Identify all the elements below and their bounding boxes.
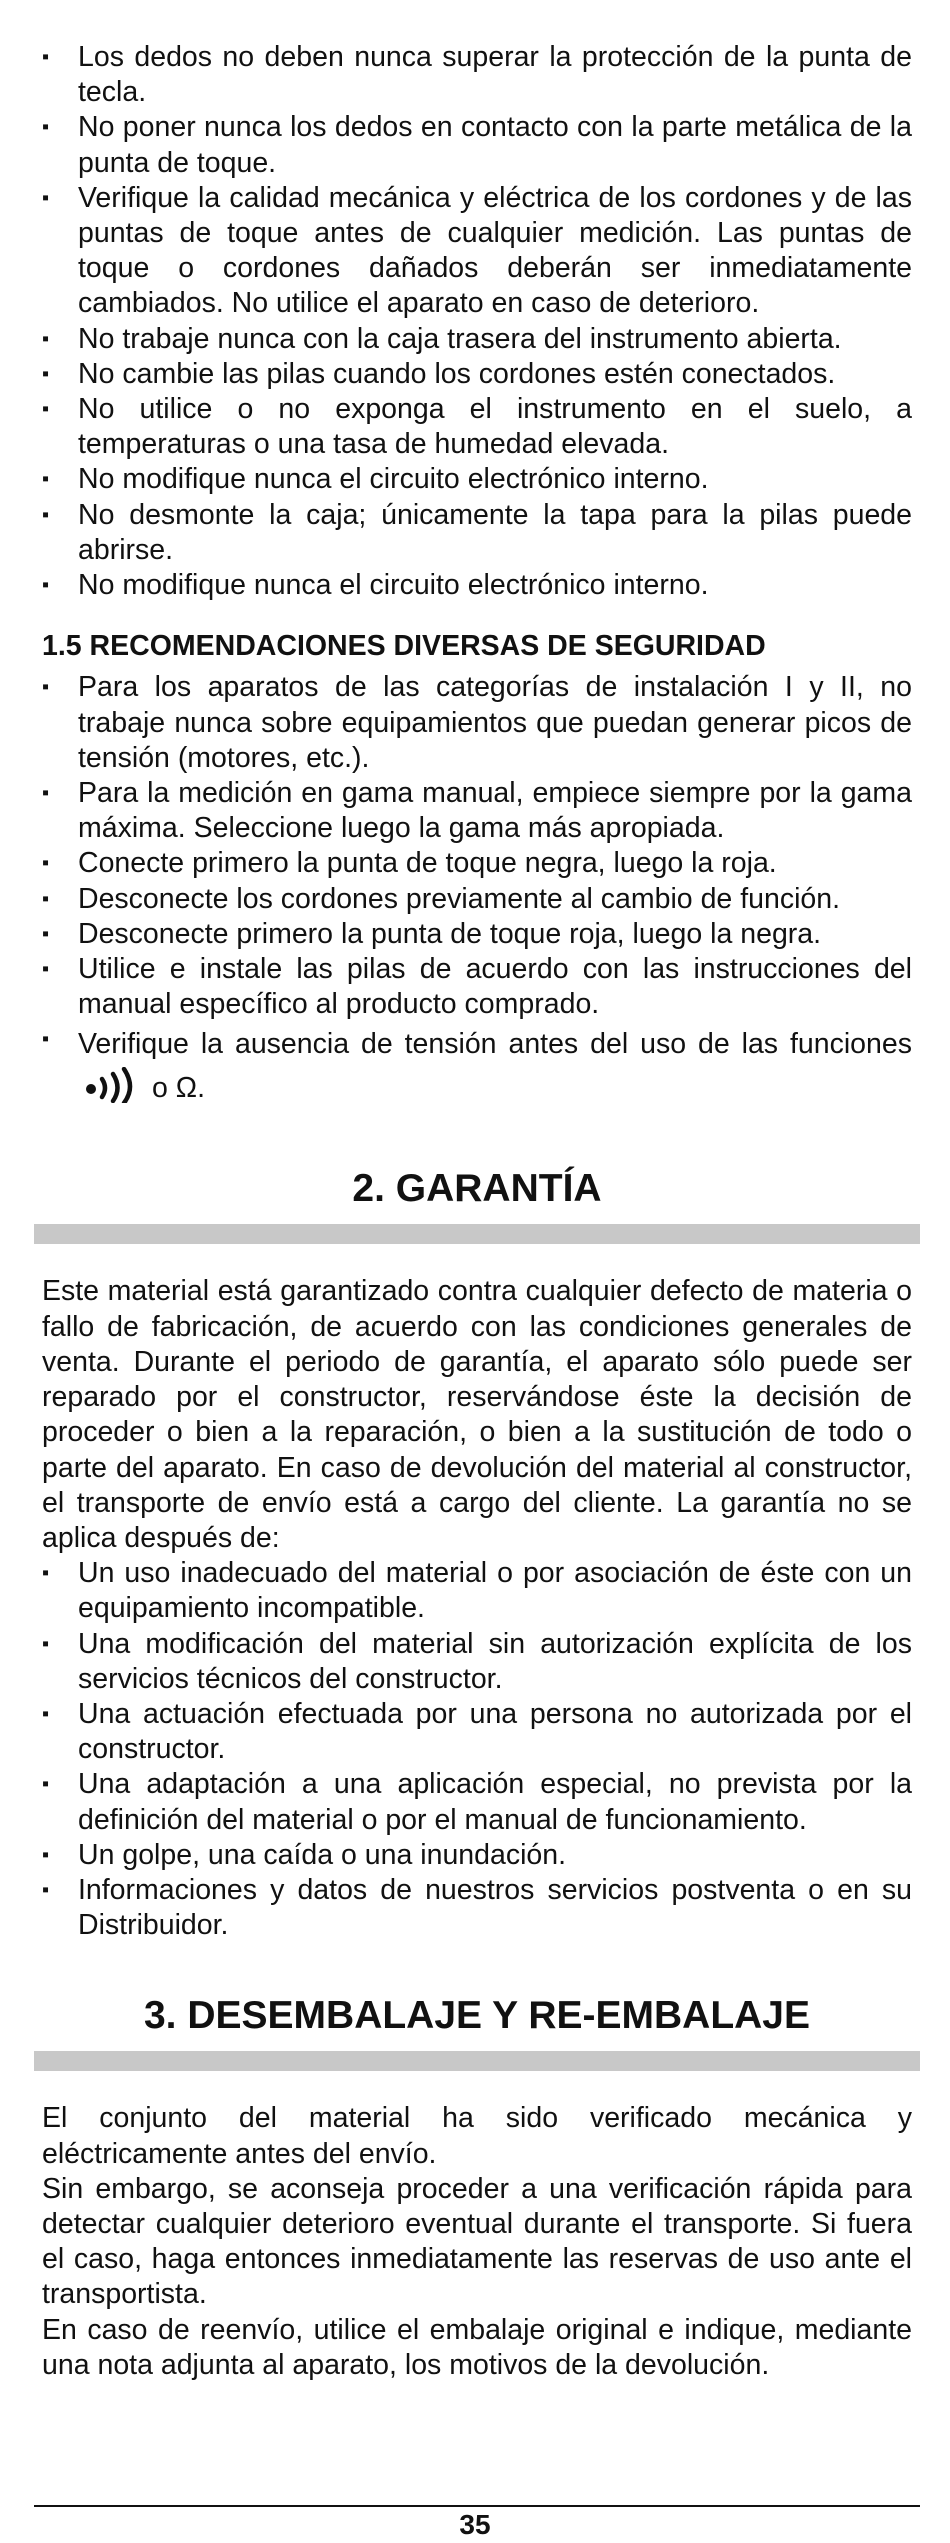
square-bullet-icon: ▪ bbox=[42, 398, 50, 421]
square-bullet-icon: ▪ bbox=[42, 503, 50, 526]
list-item: ▪ Utilice e instale las pilas de acuerdo con las instrucciones del manual específico al producto comprado. bbox=[42, 953, 912, 1021]
square-bullet-icon: ▪ bbox=[42, 922, 50, 945]
continuity-sound-icon bbox=[84, 1067, 148, 1116]
list-item: ▪ No desmonte la caja; únicamente la tapa para la pilas puede abrirse. bbox=[42, 498, 912, 566]
section-3-title: 3. DESEMBALAJE Y RE-EMBALAJE bbox=[143, 1994, 811, 2038]
warranty-intro: Este material está garantizado contra cualquier defecto de materia o fallo de fabricación, de acuerdo con las condiciones generales de venta. Durante el periodo de garantía, el aparato sólo puede ser reparado por el constructor, reservándose éste la decisión de proceder o bien a la reparación, o bien a la sustitución de todo o parte del aparato. En caso de devolución del material al constructor, el transporte de envío está a cargo del cliente. La garantía no se aplica después de: bbox=[42, 1275, 912, 1554]
section-1-5-heading: 1.5 RECOMENDACIONES DIVERSAS DE SEGURIDAD bbox=[42, 630, 766, 663]
list-item: ▪ No modifique nunca el circuito electrónico interno. bbox=[42, 462, 912, 497]
list-item: ▪ No modifique nunca el circuito electrónico interno. bbox=[42, 568, 912, 603]
square-bullet-icon: ▪ bbox=[42, 116, 50, 139]
square-bullet-icon: ▪ bbox=[42, 1632, 50, 1655]
list-item: ▪ No utilice o no exponga el instrumento en el suelo, a temperaturas o una tasa de humedad elevada. bbox=[42, 393, 912, 461]
unpacking-paragraph: Sin embargo, se aconseja proceder a una verificación rápida para detectar cualquier deterioro eventual durante el transporte. Si fuera el caso, haga entonces inmediatamente las reservas de uso ante el transportista. bbox=[42, 2172, 912, 2311]
square-bullet-icon: ▪ bbox=[42, 1878, 50, 1901]
footer-divider bbox=[34, 2505, 920, 2507]
list-item: ▪ Verifique la calidad mecánica y eléctrica de los cordones y de las puntas de toque antes de cualquier medición. Las puntas de toque o cordones dañados deberán ser inmediatamente cambiados. No utilice el aparato en caso de deterioro. bbox=[42, 181, 912, 320]
list-item: ▪ No trabaje nunca con la caja trasera del instrumento abierta. bbox=[42, 322, 912, 357]
square-bullet-icon: ▪ bbox=[42, 1562, 50, 1585]
page-number: 35 bbox=[459, 2509, 491, 2540]
list-item: ▪ Para la medición en gama manual, empiece siempre por la gama máxima. Seleccione luego la gama más apropiada. bbox=[42, 777, 912, 845]
section-2-title: 2. GARANTÍA bbox=[352, 1167, 602, 1211]
square-bullet-icon: ▪ bbox=[42, 782, 50, 805]
list-item: ▪ Desconecte primero la punta de toque roja, luego la negra. bbox=[42, 917, 912, 952]
square-bullet-icon: ▪ bbox=[42, 574, 50, 597]
list-item: ▪ Para los aparatos de las categorías de instalación I y II, no trabaje nunca sobre equipamientos que puedan generar picos de tensión (motores, etc.). bbox=[42, 671, 912, 774]
section-divider bbox=[34, 2051, 920, 2071]
list-item: ▪ Desconecte los cordones previamente al cambio de función. bbox=[42, 882, 912, 917]
square-bullet-icon: ▪ bbox=[42, 46, 50, 68]
list-item: ▪ Un uso inadecuado del material o por asociación de éste con un equipamiento incompatible. bbox=[42, 1557, 912, 1625]
list-item: ▪ No cambie las pilas cuando los cordones estén conectados. bbox=[42, 357, 912, 392]
square-bullet-icon: ▪ bbox=[42, 1028, 50, 1051]
unpacking-paragraph: El conjunto del material ha sido verificado mecánica y eléctricamente antes del envío. bbox=[42, 2102, 912, 2170]
warranty-exclusions-list bbox=[42, 1556, 912, 1943]
section-divider bbox=[34, 1224, 920, 1244]
square-bullet-icon: ▪ bbox=[42, 1702, 50, 1725]
square-bullet-icon: ▪ bbox=[42, 676, 50, 699]
list-item: ▪ Un golpe, una caída o una inundación. bbox=[42, 1838, 912, 1873]
square-bullet-icon: ▪ bbox=[42, 362, 50, 385]
square-bullet-icon: ▪ bbox=[42, 468, 50, 491]
square-bullet-icon: ▪ bbox=[42, 327, 50, 350]
square-bullet-icon: ▪ bbox=[42, 186, 50, 209]
list-item: ▪ Verifique la ausencia de tensión antes del uso de las funcioneso Ω. bbox=[42, 1022, 912, 1116]
recommendations-list bbox=[42, 670, 912, 1116]
list-item: ▪ Una modificación del material sin autorización explícita de los servicios técnicos del constructor. bbox=[42, 1627, 912, 1695]
list-item: ▪ No poner nunca los dedos en contacto con la parte metálica de la punta de toque. bbox=[42, 111, 912, 179]
list-item: ▪ Conecte primero la punta de toque negra, luego la roja. bbox=[42, 846, 912, 881]
safety-list bbox=[42, 40, 912, 603]
page-content bbox=[42, 40, 912, 2383]
square-bullet-icon: ▪ bbox=[42, 1843, 50, 1866]
unpacking-paragraph: En caso de reenvío, utilice el embalaje original e indique, mediante una nota adjunta al aparato, los motivos de la devolución. bbox=[42, 2313, 912, 2381]
square-bullet-icon: ▪ bbox=[42, 958, 50, 981]
list-item: ▪ Una adaptación a una aplicación especial, no prevista por la definición del material o por el manual de funcionamiento. bbox=[42, 1768, 912, 1836]
square-bullet-icon: ▪ bbox=[42, 852, 50, 875]
list-item: ▪ Informaciones y datos de nuestros servicios postventa o en su Distribuidor. bbox=[42, 1873, 912, 1942]
square-bullet-icon: ▪ bbox=[42, 1773, 50, 1796]
square-bullet-icon: ▪ bbox=[42, 887, 50, 910]
list-item: ▪ Una actuación efectuada por una persona no autorizada por el constructor. bbox=[42, 1697, 912, 1766]
list-item: ▪ Los dedos no deben nunca superar la protección de la punta de tecla. bbox=[42, 41, 912, 109]
